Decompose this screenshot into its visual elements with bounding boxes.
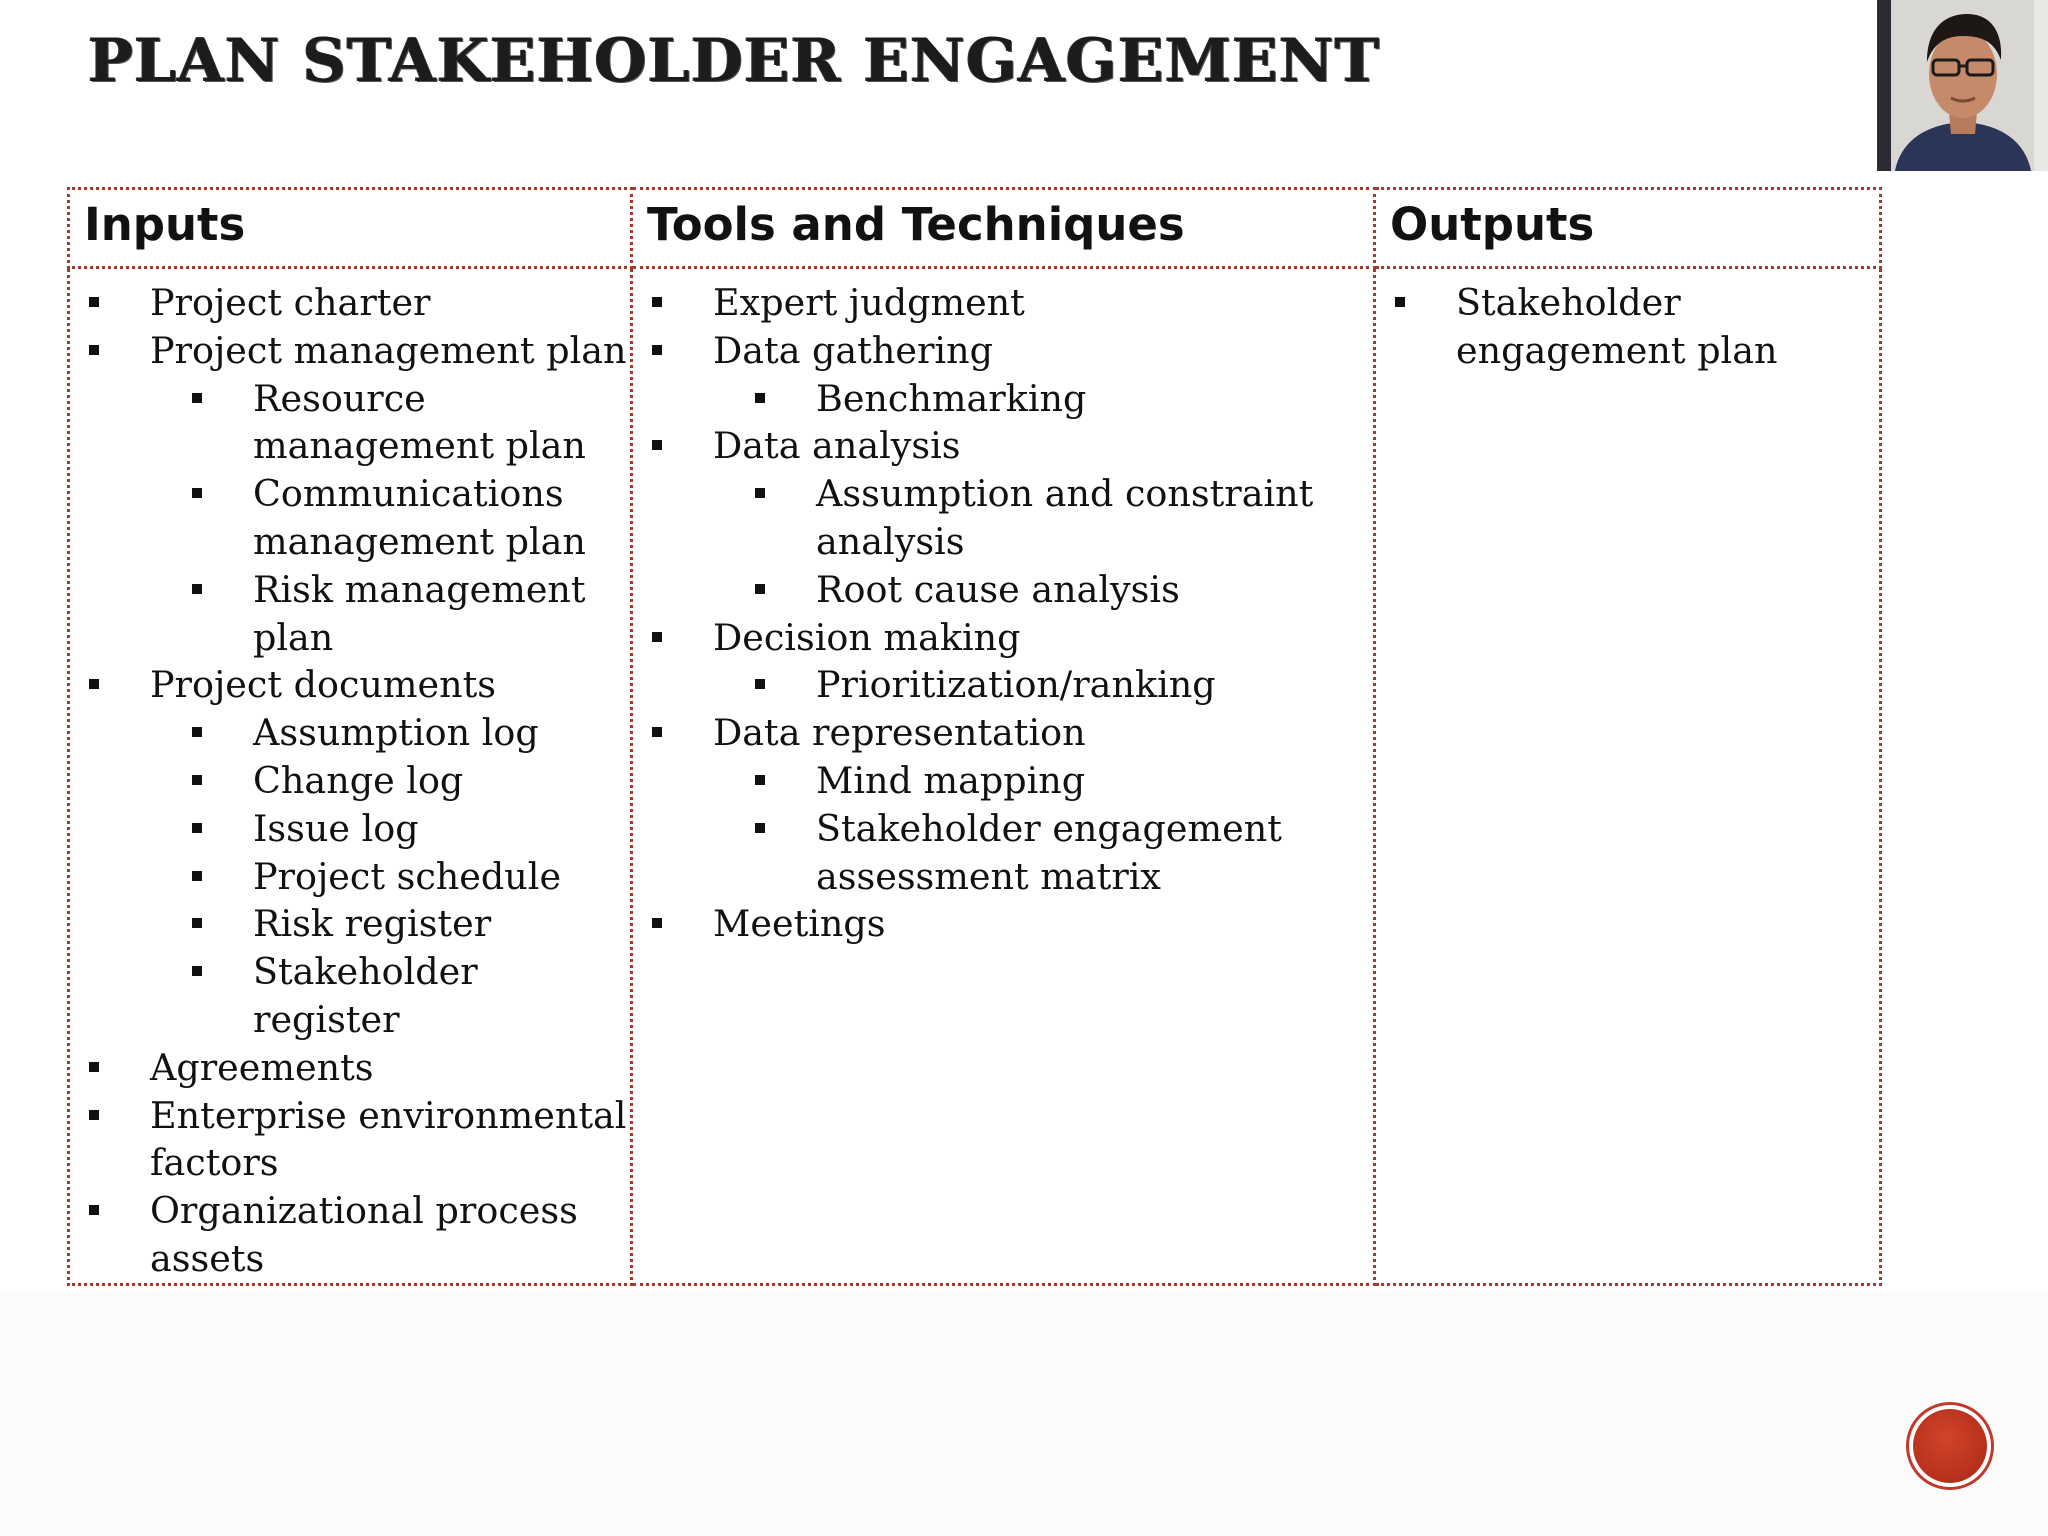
list-item-continuation: plan	[253, 615, 334, 659]
list-item: Project charter	[70, 279, 630, 327]
outputs-list	[1376, 269, 1879, 375]
list-item: Prioritization/ranking	[633, 661, 1373, 709]
list-item: Assumption and constraint	[633, 470, 1373, 518]
square-bullet-icon	[89, 1062, 99, 1072]
column-header-inputs: Inputs	[69, 189, 632, 268]
square-bullet-icon	[192, 823, 202, 833]
list-item-continuation: management plan	[253, 424, 586, 468]
square-bullet-icon	[652, 727, 662, 737]
list-item: Communications	[70, 470, 630, 518]
list-item-continuation: engagement plan	[1456, 328, 1778, 372]
list-item: Benchmarking	[633, 375, 1373, 423]
square-bullet-icon	[192, 584, 202, 594]
list-item-continuation: factors	[150, 1141, 279, 1185]
square-bullet-icon	[89, 679, 99, 689]
square-bullet-icon	[755, 584, 765, 594]
slide-title: PLAN STAKEHOLDER ENGAGEMENT	[88, 26, 1381, 96]
slide-bottom-band	[0, 1290, 2048, 1536]
list-item-continuation: management plan	[253, 519, 586, 563]
list-item: Expert judgment	[633, 279, 1373, 327]
square-bullet-icon	[652, 440, 662, 450]
square-bullet-icon	[652, 345, 662, 355]
list-item: Risk register	[70, 900, 630, 948]
table-body-row	[69, 268, 1881, 1285]
list-item: Stakeholder engagement	[633, 805, 1373, 853]
square-bullet-icon	[652, 918, 662, 928]
list-item: Data gathering	[633, 327, 1373, 375]
list-item: Project management plan	[70, 327, 630, 375]
list-item: Root cause analysis	[633, 566, 1373, 614]
square-bullet-icon	[755, 823, 765, 833]
list-item: Organizational process	[70, 1187, 630, 1235]
inputs-cell	[69, 268, 632, 1285]
table-header-row	[69, 189, 1881, 268]
list-item: Decision making	[633, 614, 1373, 662]
square-bullet-icon	[652, 297, 662, 307]
square-bullet-icon	[755, 488, 765, 498]
square-bullet-icon	[89, 297, 99, 307]
square-bullet-icon	[755, 679, 765, 689]
presenter-webcam-icon	[1877, 0, 2048, 171]
list-item: Risk management	[70, 566, 630, 614]
list-item: Issue log	[70, 805, 630, 853]
list-item-continuation: assessment matrix	[816, 854, 1162, 898]
tools-list	[633, 269, 1373, 948]
square-bullet-icon	[89, 1205, 99, 1215]
list-item: Data analysis	[633, 422, 1373, 470]
list-item-continuation: register	[253, 997, 400, 1041]
square-bullet-icon	[1395, 297, 1405, 307]
list-item: Mind mapping	[633, 757, 1373, 805]
column-header-outputs: Outputs	[1375, 189, 1881, 268]
list-item: Stakeholder	[1376, 279, 1879, 327]
inputs-list	[70, 269, 630, 1283]
presenter-webcam	[1877, 0, 2048, 171]
list-item: Resource	[70, 375, 630, 423]
square-bullet-icon	[652, 632, 662, 642]
outputs-cell	[1375, 268, 1881, 1285]
list-item-continuation: analysis	[816, 519, 965, 563]
list-item: Project schedule	[70, 853, 630, 901]
square-bullet-icon	[755, 775, 765, 785]
square-bullet-icon	[89, 1110, 99, 1120]
square-bullet-icon	[192, 775, 202, 785]
square-bullet-icon	[192, 488, 202, 498]
list-item: Agreements	[70, 1044, 630, 1092]
list-item-continuation: assets	[150, 1236, 265, 1280]
slide-nav-circle-icon	[1913, 1409, 1987, 1483]
ittos-table	[67, 187, 1882, 1286]
list-item: Change log	[70, 757, 630, 805]
list-item: Stakeholder	[70, 948, 630, 996]
square-bullet-icon	[192, 918, 202, 928]
list-item: Data representation	[633, 709, 1373, 757]
list-item: Meetings	[633, 900, 1373, 948]
slide-nav-button[interactable]	[1906, 1402, 1994, 1490]
square-bullet-icon	[192, 871, 202, 881]
list-item: Project documents	[70, 661, 630, 709]
tools-cell	[632, 268, 1375, 1285]
square-bullet-icon	[89, 345, 99, 355]
column-header-tools: Tools and Techniques	[632, 189, 1375, 268]
square-bullet-icon	[755, 393, 765, 403]
square-bullet-icon	[192, 966, 202, 976]
list-item: Enterprise environmental	[70, 1092, 630, 1140]
list-item: Assumption log	[70, 709, 630, 757]
square-bullet-icon	[192, 727, 202, 737]
square-bullet-icon	[192, 393, 202, 403]
